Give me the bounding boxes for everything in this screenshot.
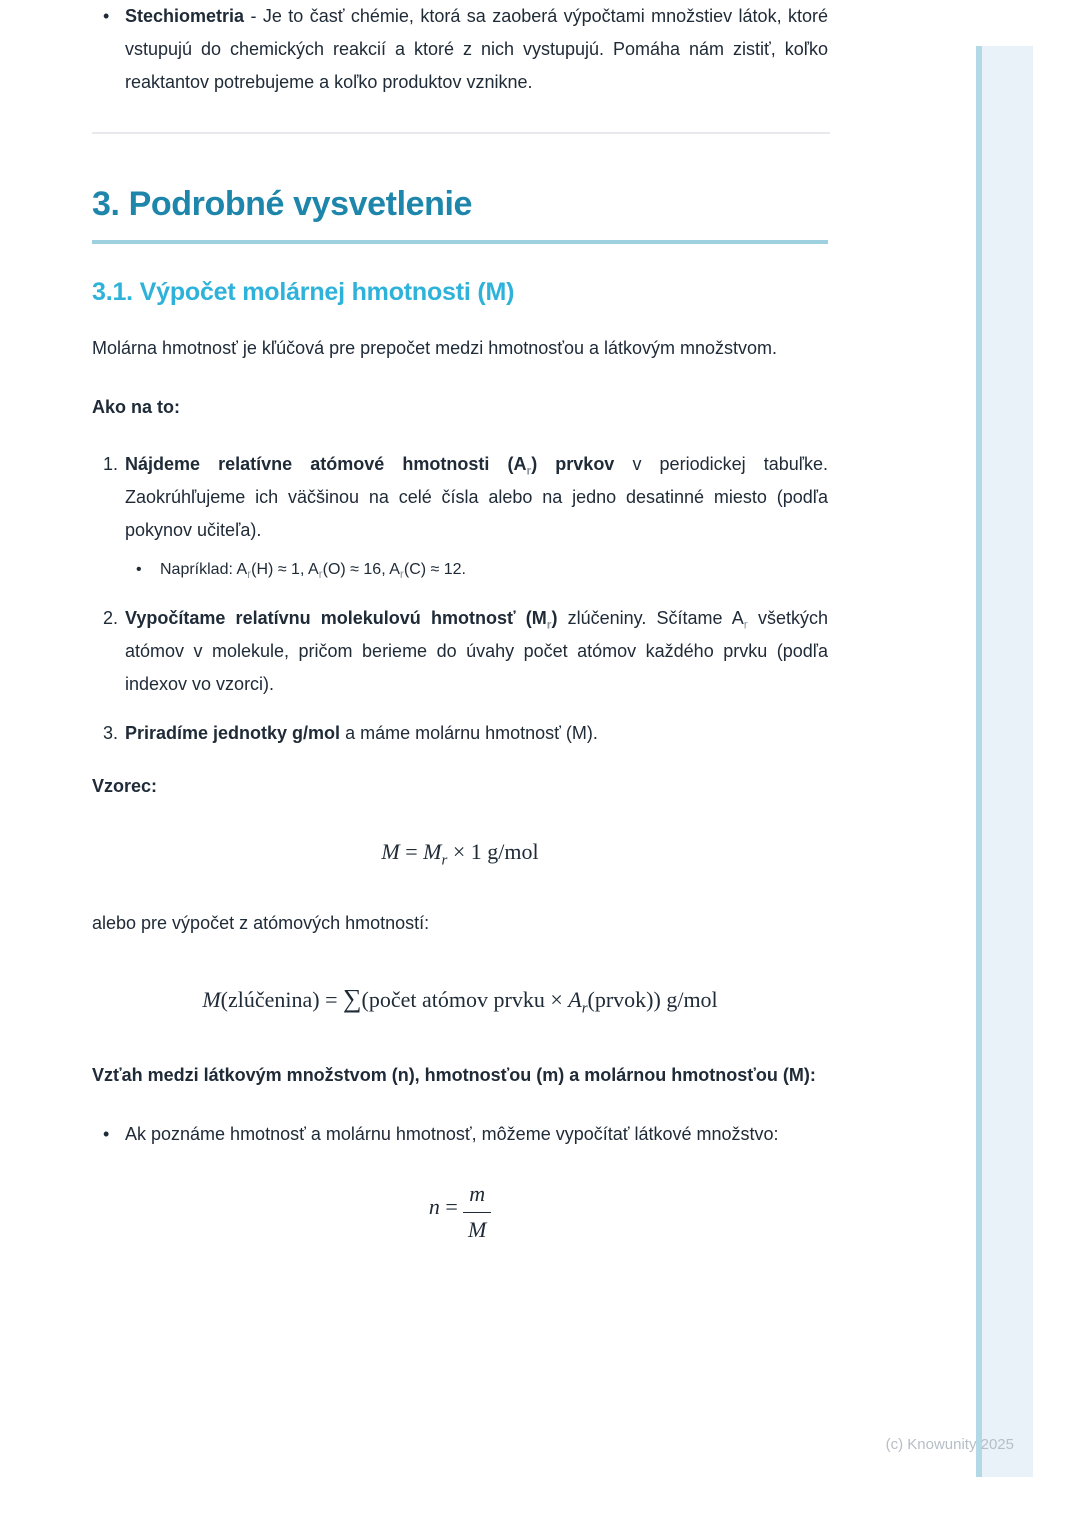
subscript-r: r: [743, 617, 748, 632]
formula-text-3: (prvok)) g/mol: [587, 987, 718, 1012]
example-text: [160, 553, 466, 586]
relation-bullet-text: Ak poznáme hmotnosť a molárnu hmotnosť, môžeme vypočítať látkové množstvo:: [125, 1124, 779, 1144]
section-heading: 3. Podrobné vysvetlenie: [92, 185, 473, 223]
formula-text-1: (zlúčenina) =: [220, 987, 343, 1012]
relation-bullet-item: [92, 1118, 828, 1151]
step-3-bold: Priradíme jednotky g/mol: [125, 723, 341, 743]
subscript-r: r: [441, 852, 448, 869]
sigma-symbol: ∑: [342, 984, 362, 1013]
step-item-2: [92, 602, 828, 701]
example-p3: (O) ≈ 16, A: [322, 561, 400, 578]
step-3-text: [125, 717, 828, 750]
example-p1: Napríklad: A: [160, 561, 248, 578]
formula-var-Mr: M: [423, 839, 442, 864]
step-2-text: [125, 602, 828, 701]
alternative-label: alebo pre výpočet z atómových hmotností:: [92, 913, 430, 933]
step-number: 1.: [103, 454, 119, 474]
how-to-label: Ako na to:: [92, 397, 180, 417]
example-p2: (H) ≈ 1, A: [251, 561, 319, 578]
example-bullet-item: [125, 553, 828, 586]
sub-bullet-marker: •: [136, 561, 142, 578]
heading-underline: [92, 240, 828, 244]
step-1-bold-pre: Nájdeme relatívne atómové hmotnosti (A: [125, 454, 527, 474]
formula-var-A: A: [568, 987, 582, 1012]
bullet-marker: •: [103, 1124, 110, 1144]
copyright-watermark: (c) Knowunity 2025: [885, 1436, 1014, 1453]
step-number: 2.: [103, 608, 119, 628]
subscript-r: r: [546, 617, 552, 632]
subscript-r: r: [526, 463, 532, 478]
formula-equals: =: [439, 1193, 464, 1219]
fraction-denominator: M: [468, 1217, 487, 1242]
subscript-r: r: [581, 1000, 588, 1017]
formula-var-M: M: [381, 839, 400, 864]
step-item-1: [92, 448, 828, 586]
formula-units: × 1 g/mol: [447, 839, 539, 864]
intro-bullet-text: [125, 0, 828, 99]
step-number: 3.: [103, 723, 119, 743]
step-3-rest: a máme molárnu hmotnosť (M).: [340, 723, 598, 743]
subscript-r: r: [247, 567, 252, 582]
subscript-r: r: [318, 567, 323, 582]
formula-amount: [92, 1179, 828, 1245]
step-1-text: [125, 448, 828, 547]
fraction-numerator: m: [463, 1179, 491, 1213]
intro-bullet-item: [92, 0, 828, 99]
bullet-marker: •: [103, 6, 110, 26]
subscript-r: r: [399, 567, 404, 582]
intro-paragraph: Molárna hmotnosť je kľúčová pre prepočet medzi hmotnosťou a látkovým množstvom.: [92, 338, 778, 358]
step-2-bold-pre: Vypočítame relatívnu molekulovú hmotnosť (M: [125, 608, 547, 628]
relation-heading: Vzťah medzi látkovým množstvom (n), hmotnosťou (m) a molárnou hmotnosťou (M):: [92, 1065, 816, 1085]
formula-molar-mass: [92, 837, 828, 867]
step-2-mid: zlúčeniny. Sčítame A: [557, 608, 744, 628]
example-p4: (C) ≈ 12.: [403, 561, 466, 578]
step-1-rest: v periodickej tabuľke. Zaokrúhľujeme ich väčšinou na celé čísla alebo na jedno desatinné miesto (podľa pokynov učiteľa).: [125, 454, 828, 540]
step-item-3: [92, 717, 828, 750]
intro-bullet-term: Stechiometria: [125, 6, 245, 26]
formula-text-2: (počet atómov prvku ×: [361, 987, 569, 1012]
fraction: [463, 1179, 491, 1245]
subsection-heading: 3.1. Výpočet molárnej hmotnosti (M): [92, 278, 515, 306]
page-edge-strip: [976, 46, 1033, 1477]
step-1-bold-post: ) prvkov: [531, 454, 615, 474]
document-page: [92, 0, 828, 1245]
relation-bullet-list: [92, 1118, 828, 1151]
step-1-bold: [125, 454, 615, 478]
intro-bullet-rest: - Je to časť chémie, ktorá sa zaoberá výpočtami množstiev látok, ktoré vstupujú do chemických reakcií a ktoré z nich vystupujú. Pomáha nám zistiť, koľko reaktantov potrebujeme a koľko produktov vznikne.: [125, 6, 828, 92]
formula-equals: =: [399, 839, 424, 864]
step-2-bold: [125, 608, 558, 632]
intro-bullet-list: [92, 0, 828, 99]
formula-label: Vzorec:: [92, 776, 158, 796]
section-divider: [92, 132, 830, 134]
formula-var-M: M: [202, 987, 221, 1012]
step-2-rest: všetkých atómov v molekule, pričom berieme do úvahy počet atómov každého prvku (podľa indexov vo vzorci).: [125, 608, 828, 694]
steps-list: [92, 448, 828, 750]
step-2-bold-post: ): [551, 608, 558, 628]
formula-var-n: n: [428, 1193, 440, 1219]
formula-sum: [92, 984, 828, 1015]
